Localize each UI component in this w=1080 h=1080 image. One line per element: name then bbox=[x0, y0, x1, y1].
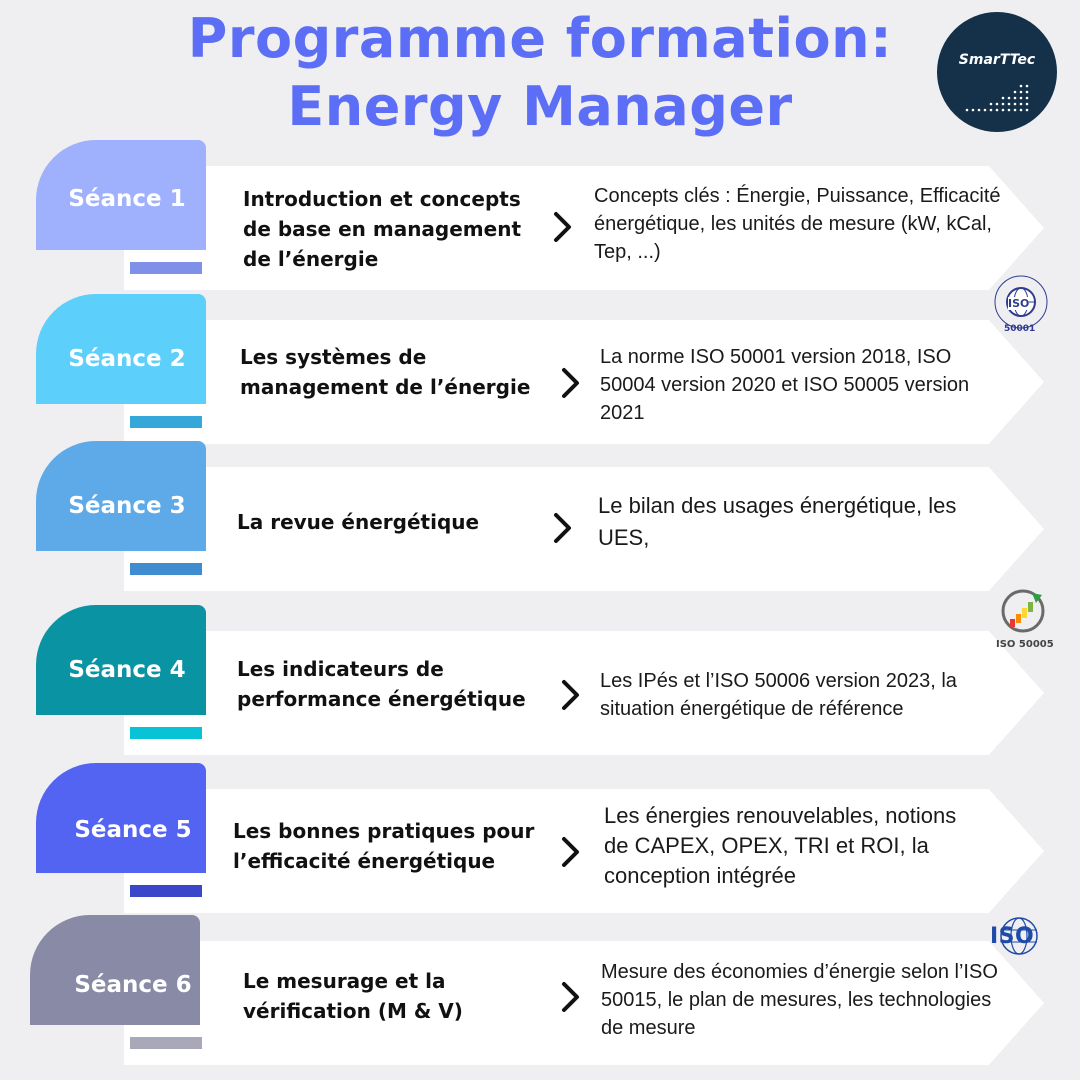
session-row-3 bbox=[0, 441, 1080, 601]
session-label: Séance 2 bbox=[68, 346, 186, 372]
session-tab bbox=[30, 915, 200, 1025]
tab-fold bbox=[130, 1037, 202, 1049]
dots-graphic-icon bbox=[937, 12, 1057, 132]
session-description: Le bilan des usages énergétique, les UES, bbox=[598, 493, 957, 550]
chevron-right-icon bbox=[560, 678, 582, 712]
tab-fold bbox=[130, 416, 202, 428]
iso-mark: ISO bbox=[990, 924, 1035, 949]
session-row-6 bbox=[0, 915, 1080, 1075]
page-title-line1: Programme formation: bbox=[187, 7, 893, 70]
session-description: Concepts clés : Énergie, Puissance, Efficacité énergétique, les unités de mesure (kW, kCal, Tep, ...) bbox=[594, 185, 1001, 263]
tab-fold bbox=[130, 727, 202, 739]
session-description: Les énergies renouvelables, notions de CAPEX, OPEX, TRI et ROI, la conception intégrée bbox=[604, 803, 957, 888]
session-description: La norme ISO 50001 version 2018, ISO 50004 version 2020 et ISO 50005 version 2021 bbox=[600, 346, 970, 424]
iso-50001-badge bbox=[986, 272, 1056, 342]
iso-50005-badge bbox=[992, 585, 1054, 655]
session-topic: Les systèmes de management de l’énergie bbox=[240, 345, 531, 399]
tab-fold bbox=[130, 885, 202, 897]
session-topic: La revue énergétique bbox=[237, 510, 480, 534]
chevron-right-icon bbox=[560, 366, 582, 400]
session-row-5 bbox=[0, 763, 1080, 923]
tab-fold bbox=[130, 262, 202, 274]
session-description: Les IPés et l’ISO 50006 version 2023, la situation énergétique de référence bbox=[600, 670, 957, 720]
session-label: Séance 3 bbox=[68, 493, 186, 519]
session-topic: Les indicateurs de performance énergétique bbox=[237, 657, 526, 711]
iso-50001-mark: ISO bbox=[1008, 297, 1030, 310]
chevron-right-icon bbox=[560, 980, 582, 1014]
session-label: Séance 5 bbox=[74, 817, 192, 843]
iso-badge bbox=[988, 912, 1050, 964]
session-description: Mesure des économies d’énergie selon l’ISO 50015, le plan de mesures, les technologies de mesure bbox=[601, 961, 998, 1039]
chevron-right-icon bbox=[560, 835, 582, 869]
energy-efficiency-arrow-icon bbox=[992, 585, 1054, 637]
page-title-line2: Energy Manager bbox=[287, 75, 793, 138]
iso-50005-caption: ISO 50005 bbox=[996, 639, 1054, 650]
session-row-1 bbox=[0, 140, 1080, 300]
tab-fold bbox=[130, 563, 202, 575]
iso-50001-number: 50001 bbox=[1004, 324, 1036, 334]
session-label: Séance 6 bbox=[74, 972, 192, 998]
session-row-2 bbox=[0, 294, 1080, 454]
logo-text: SmarTTec bbox=[958, 52, 1036, 68]
session-row-4 bbox=[0, 605, 1080, 765]
chevron-right-icon bbox=[552, 511, 574, 545]
session-label: Séance 1 bbox=[68, 186, 186, 212]
smarttec-logo bbox=[937, 12, 1057, 132]
chevron-right-icon bbox=[552, 210, 574, 244]
session-topic: Le mesurage et la vérification (M & V) bbox=[243, 969, 463, 1023]
session-topic: Introduction et concepts de base en management de l’énergie bbox=[243, 187, 522, 271]
session-label: Séance 4 bbox=[68, 657, 186, 683]
session-topic: Les bonnes pratiques pour l’efficacité énergétique bbox=[233, 819, 535, 873]
